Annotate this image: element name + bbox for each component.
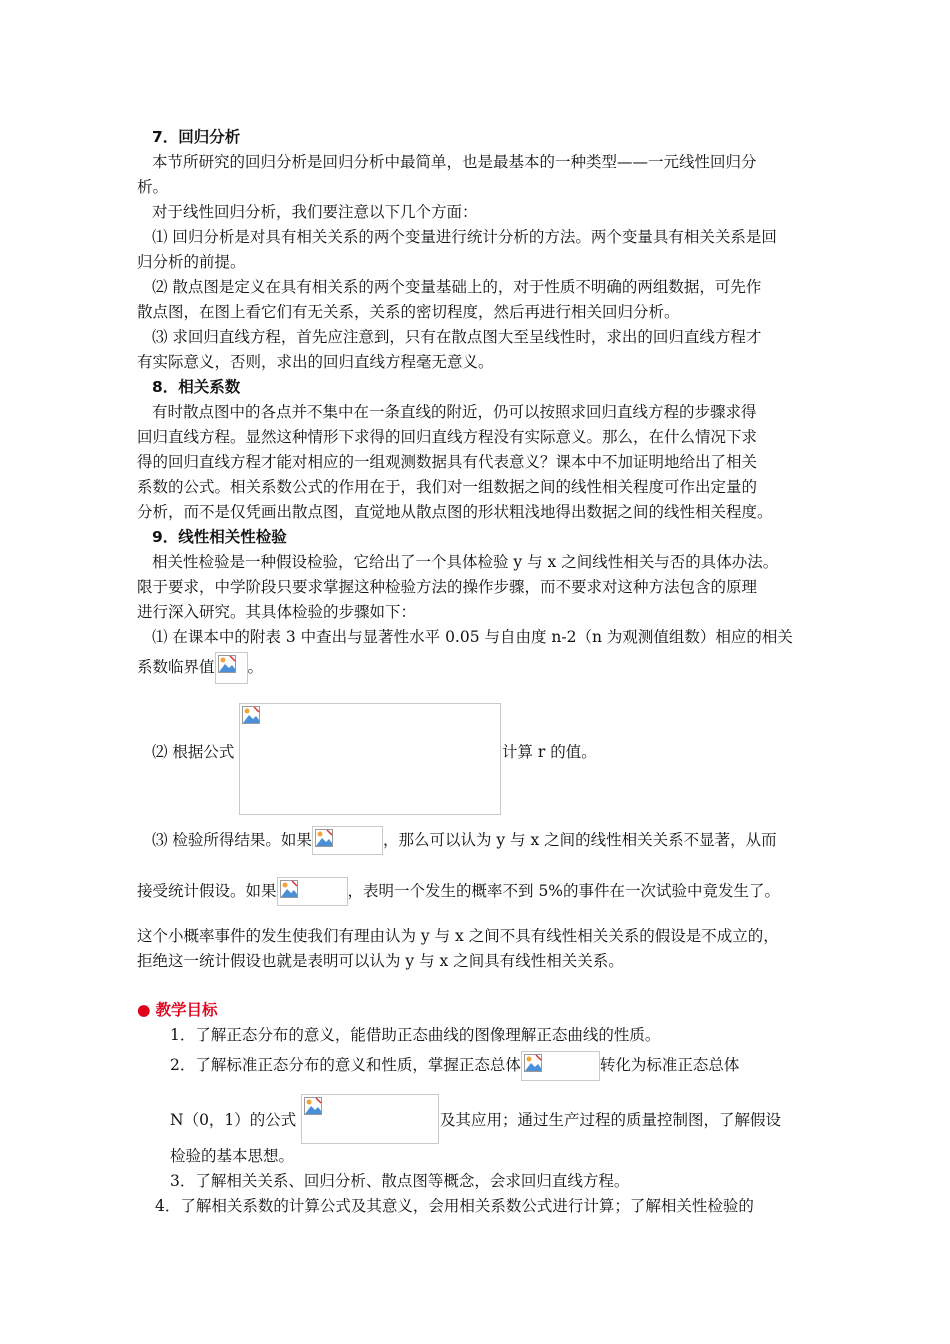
goal-item: 3．了解相关关系、回归分析、散点图等概念，会求回归直线方程。 [170, 1172, 630, 1190]
paragraph-text: 拒绝这一统计假设也就是表明可以认为 y 与 x 之间具有线性相关关系。 [137, 952, 624, 970]
goal-text: N（0，1）的公式 [170, 1111, 297, 1129]
paragraph-text: 这个小概率事件的发生使我们有理由认为 y 与 x 之间不具有线性相关关系的假设是不成立的， [137, 927, 779, 945]
critical-value-formula-image [215, 652, 248, 684]
paragraph-text: 本节所研究的回归分析是回归分析中最简单，也是最基本的一种类型——一元线性回归分 [152, 153, 757, 171]
paragraph-text: 得的回归直线方程才能对相应的一组观测数据具有代表意义？课本中不加证明地给出了相关 [137, 453, 758, 471]
normal-population-formula-image [521, 1051, 600, 1081]
paragraph-text: 分析，而不是仅凭画出散点图，直觉地从散点图的形状粗浅地得出数据之间的线性相关程度。 [137, 503, 773, 521]
list-item: 散点图，在图上看它们有无关系，关系的密切程度，然后再进行相关回归分析。 [137, 303, 680, 321]
standardization-formula-image [301, 1094, 439, 1144]
list-item: ⑴ 回归分析是对具有相关关系的两个变量进行统计分析的方法。两个变量具有相关关系是回 [152, 228, 777, 246]
goal-item [170, 1051, 860, 1081]
paragraph-text: 有时散点图中的各点并不集中在一条直线的附近，仍可以按照求回归直线方程的步骤求得 [152, 403, 757, 421]
paragraph-text: 析。 [137, 178, 169, 196]
paragraph-text: 进行深入研究。其具体检验的步骤如下： [137, 603, 417, 621]
list-item-text: ，那么可以认为 y 与 x 之间的线性相关关系不显著，从而 [382, 831, 777, 849]
bullet-icon: ● [137, 1001, 151, 1019]
section-8-title: 8．相关系数 [152, 378, 241, 396]
paragraph-text: 系数的公式。相关系数公式的作用在于，我们对一组数据之间的线性相关程度可作出定量的 [137, 478, 758, 496]
paragraph-text: 回归直线方程。显然这种情形下求得的回归直线方程没有实际意义。那么，在什么情况下求 [137, 428, 758, 446]
list-item: ⑵ 散点图是定义在具有相关系的两个变量基础上的，对于性质不明确的两组数据，可先作 [152, 278, 762, 296]
list-item-text: 。 [247, 658, 264, 676]
list-item-text: 接受统计假设。如果 [137, 882, 277, 900]
list-item-text: ⑵ 根据公式 [152, 743, 235, 761]
goal-text: 及其应用；通过生产过程的质量控制图，了解假设 [440, 1111, 782, 1129]
paragraph-text: 限于要求，中学阶段只要求掌握这种检验方法的操作步骤，而不要求对这种方法包含的原理 [137, 578, 758, 596]
list-item-text: 计算 r 的值。 [502, 743, 597, 761]
list-item [137, 652, 827, 684]
correlation-formula-image [239, 703, 501, 815]
list-item: ⑶ 求回归直线方程，首先应注意到，只有在散点图大至呈线性时，求出的回归直线方程才 [152, 328, 762, 346]
paragraph-text: 对于线性回归分析，我们要注意以下几个方面： [152, 203, 478, 221]
condition-formula-image [277, 877, 348, 906]
list-item-text: ⑶ 检验所得结果。如果 [152, 831, 312, 849]
condition-formula-image [312, 826, 383, 855]
list-item: 归分析的前提。 [137, 253, 246, 271]
broken-image-icon [242, 706, 260, 724]
goal-text: 转化为标准正态总体 [599, 1056, 740, 1074]
list-item: ⑴ 在课本中的附表 3 中查出与显著性水平 0.05 与自由度 n-2（n 为观测值组数）相应的相关 [152, 628, 793, 646]
goal-item: 检验的基本思想。 [170, 1147, 295, 1165]
list-item [152, 826, 842, 855]
section-9-title: 9．线性相关性检验 [152, 528, 287, 546]
list-item-text: ，表明一个发生的概率不到 5%的事件在一次试验中竟发生了。 [347, 882, 781, 900]
broken-image-icon [315, 829, 333, 847]
list-item: 有实际意义，否则，求出的回归直线方程毫无意义。 [137, 353, 494, 371]
broken-image-icon [218, 655, 236, 673]
section-7-title: 7．回归分析 [152, 128, 241, 146]
paragraph-text: 相关性检验是一种假设检验，它给出了一个具体检验 y 与 x 之间线性相关与否的具体办法。 [152, 553, 779, 571]
goal-item: 4．了解相关系数的计算公式及其意义，会用相关系数公式进行计算；了解相关性检验的 [155, 1197, 754, 1215]
goal-text: 2．了解标准正态分布的意义和性质，掌握正态总体 [170, 1056, 521, 1074]
goals-heading [137, 1000, 827, 1020]
broken-image-icon [280, 880, 298, 898]
broken-image-icon [304, 1097, 322, 1115]
goals-title: 教学目标 [155, 1001, 218, 1019]
list-item [137, 877, 827, 906]
goal-item: 1．了解正态分布的意义，能借助正态曲线的图像理解正态曲线的性质。 [170, 1026, 661, 1044]
broken-image-icon [524, 1054, 542, 1072]
list-item-text: 系数临界值 [137, 658, 215, 676]
